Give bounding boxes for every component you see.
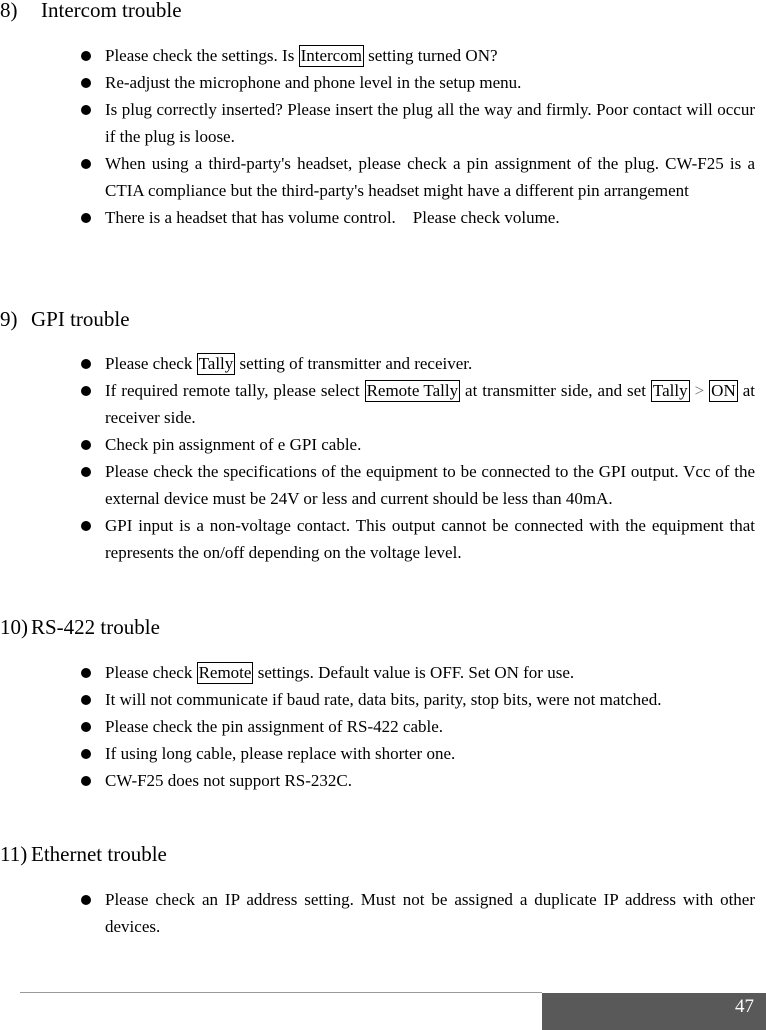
bullet-item [0,458,766,512]
bullet-item [0,740,766,767]
footer-rule [20,992,542,993]
bullet-text: settings. Default value is OFF. Set ON for use. [253,663,575,682]
bullet-text: at transmitter side, and set [460,381,651,400]
setting-name-box: Intercom [300,46,362,65]
bullet-item [0,886,766,940]
bullet-item [0,350,766,377]
bullet-list [0,886,766,940]
bullet-item [0,377,766,431]
section-number: 11) [0,842,28,866]
bullet-text: Please check an IP address setting. Must not be assigned a duplicate IP address with other devices. [105,890,755,936]
menu-separator: > [689,381,710,400]
bullet-dot-icon [81,895,91,905]
bullet-dot-icon [81,749,91,759]
setting-name-box: ON [711,381,736,400]
bullet-dot-icon [81,359,91,369]
page-number-box [542,993,766,1030]
bullet-text: at receiver side. [105,381,755,427]
bullet-dot-icon [81,467,91,477]
page-number: 47 [735,996,754,1017]
bullet-item [0,42,766,69]
bullet-dot-icon [81,51,91,61]
bullet-dot-icon [81,105,91,115]
bullet-item [0,686,766,713]
bullet-text: setting turned ON? [363,46,498,65]
section-heading [0,307,130,331]
bullet-item [0,150,766,204]
bullet-text: GPI input is a non-voltage contact. This output cannot be connected with the equipment that represents the on/off depending on the voltage level. [105,516,755,562]
bullet-text: If using long cable, please replace with shorter one. [105,744,456,763]
bullet-text: Re-adjust the microphone and phone level in the setup menu. [105,73,522,92]
bullet-item [0,96,766,150]
bullet-item [0,713,766,740]
bullet-text: Please check the settings. Is [105,46,299,65]
bullet-text: There is a headset that has volume control. Please check volume. [105,208,560,227]
bullet-text: setting of transmitter and receiver. [235,354,473,373]
bullet-dot-icon [81,695,91,705]
bullet-text: If required remote tally, please select [105,381,365,400]
section-title: GPI trouble [31,307,130,331]
bullet-text: Is plug correctly inserted? Please insert the plug all the way and firmly. Poor contact will occur if the plug is loose. [105,100,755,146]
bullet-dot-icon [81,776,91,786]
bullet-item [0,512,766,566]
bullet-item [0,659,766,686]
bullet-text: CW-F25 does not support RS-232C. [105,771,352,790]
bullet-text: Please check [105,663,197,682]
bullet-dot-icon [81,668,91,678]
setting-name-box: Tally [198,354,234,373]
bullet-item [0,431,766,458]
bullet-dot-icon [81,213,91,223]
bullet-dot-icon [81,78,91,88]
section-heading [0,0,182,22]
section-heading [0,842,167,866]
setting-name-box: Remote [198,663,252,682]
bullet-dot-icon [81,440,91,450]
section-title: Intercom trouble [41,0,182,22]
bullet-dot-icon [81,521,91,531]
bullet-list [0,350,766,566]
bullet-item [0,767,766,794]
setting-name-box: Tally [652,381,688,400]
section-title: Ethernet trouble [31,842,167,866]
bullet-item [0,204,766,231]
bullet-list [0,659,766,794]
section-title: RS-422 trouble [31,615,160,639]
section-number: 9) [0,307,18,331]
bullet-list [0,42,766,231]
bullet-text: Please check the specifications of the equipment to be connected to the GPI output. Vcc of the external device must be 24V or less and current should be less than 40mA. [105,462,755,508]
bullet-text: Check pin assignment of e GPI cable. [105,435,362,454]
section-number: 8) [0,0,18,22]
bullet-text: Please check the pin assignment of RS-422 cable. [105,717,444,736]
setting-name-box: Remote Tally [366,381,459,400]
bullet-text: Please check [105,354,197,373]
bullet-text: It will not communicate if baud rate, data bits, parity, stop bits, were not matched. [105,690,662,709]
bullet-item [0,69,766,96]
section-heading [0,615,160,639]
section-number: 10) [0,615,28,639]
bullet-dot-icon [81,159,91,169]
bullet-dot-icon [81,386,91,396]
bullet-text: When using a third-party's headset, please check a pin assignment of the plug. CW-F25 is a CTIA compliance but the third-party's headset might have a different pin arrangement [105,154,755,200]
bullet-dot-icon [81,722,91,732]
